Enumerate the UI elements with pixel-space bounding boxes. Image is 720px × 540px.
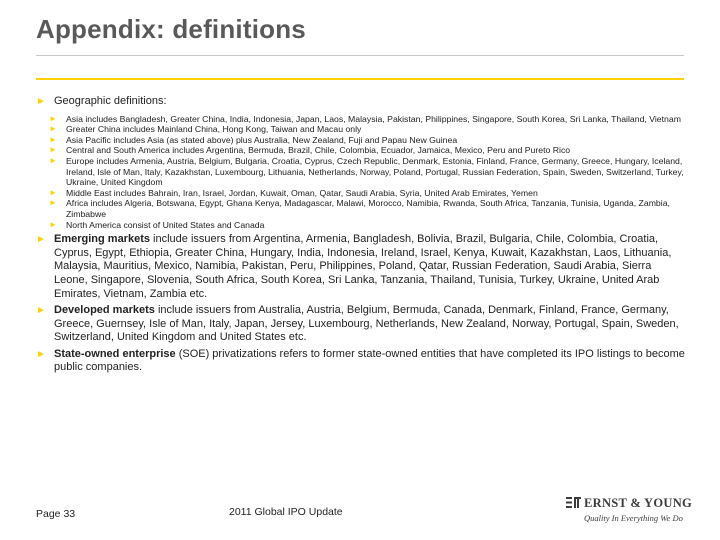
geo-item-asia: Asia includes Bangladesh, Greater China, India, Indonesia, Japan, Laos, Malaysia, Pakistan, Philippines, Singapore, South Korea, Sri Lanka, Thailand, Vietnam — [66, 113, 681, 124]
soe-text: (SOE) privatizations refers to former state-owned entities that have completed its IPO listings to become public companies. — [54, 347, 685, 374]
geo-item-asia-pacific: Asia Pacific includes Asia (as stated above) plus Australia, New Zealand, Fuji and Papau New Guinea — [66, 134, 458, 145]
logo-tagline: Quality In Everything We Do — [584, 513, 683, 523]
accent-divider — [36, 78, 684, 80]
geo-definitions-heading: Geographic definitions: — [54, 95, 167, 107]
bullet-arrow-icon: ► — [36, 305, 46, 317]
emerging-markets-bullet — [36, 233, 686, 301]
bullet-arrow-icon: ► — [49, 134, 57, 144]
bullet-arrow-icon: ► — [49, 198, 57, 208]
geo-item-middle-east: Middle East includes Bahrain, Iran, Israel, Jordan, Kuwait, Oman, Qatar, Saudi Arabia, Syria, United Arab Emirates, Yemen — [66, 187, 538, 198]
bullet-arrow-icon: ► — [49, 113, 57, 123]
report-title: 2011 Global IPO Update — [229, 506, 343, 518]
geo-definitions-list — [36, 114, 686, 231]
bullet-arrow-icon: ► — [49, 124, 57, 134]
definitions-content — [36, 95, 686, 375]
ernst-young-logo — [566, 496, 693, 530]
title-divider — [36, 55, 684, 56]
geo-item-central-south-america: Central and South America includes Argentina, Bermuda, Brazil, Chile, Colombia, Ecuador, Jamaica, Mexico, Peru and Pureto Rico — [66, 145, 571, 156]
soe-bullet — [36, 348, 686, 375]
developed-markets-text: include issuers from Australia, Austria, Belgium, Bermuda, Canada, Denmark, Finland, France, Germany, Greece, Guernsey, Isle of Man, Italy, Japan, Jersey, Luxembourg, Netherlands, New Zealand, Norway, Portugal, Spain, Sweden, Switzerland, United Kingdom and United States etc. — [54, 304, 679, 344]
list-item — [36, 198, 686, 219]
geo-item-greater-china: Greater China includes Mainland China, Hong Kong, Taiwan and Macau only — [66, 124, 362, 135]
developed-markets-term: Developed markets — [54, 304, 155, 317]
developed-markets-bullet — [36, 304, 686, 345]
soe-term: State-owned enterprise — [54, 347, 176, 360]
list-item — [36, 124, 686, 135]
page-title: Appendix: definitions — [36, 14, 306, 44]
emerging-markets-term: Emerging markets — [54, 233, 150, 246]
emerging-markets-text: include issuers from Argentina, Armenia, Bangladesh, Bolivia, Brazil, Bulgaria, Chile, Colombia, Croatia, Cyprus, Egypt, Ethiopia, Greater China, Hungary, India, Indonesia, Ireland, Israel, Kenya, Kuwait, Kazakhstan, Laos, Lithuania, Malaysia, Mauritius, Mexico, Namibia, Pakistan, Peru, Philippines, Poland, Qatar, Russian Federation, Saudi Arabia, Sierra Leone, Singapore, Slovenia, South Africa, South Korea, Sri Lanka, Tanzania, Thailand, Tunisia, Turkey, Ukraine, United Arab Emirates, Vietnam, Zambia etc. — [54, 233, 672, 300]
bullet-arrow-icon: ► — [36, 348, 46, 360]
list-item — [36, 220, 686, 231]
geo-item-europe: Europe includes Armenia, Austria, Belgium, Bulgaria, Croatia, Cyprus, Czech Republic, Denmark, Estonia, Finland, France, Germany, Greece, Hungary, Iceland, Ireland, Isle of Man, Italy, Kazakhstan, Luxembourg, Lithuania, Netherlands, Norway, Poland, Portugal, Russian Federation, Spain, Sweden, Switzerland, Turkey, Ukraine, United Kingdom — [66, 155, 684, 188]
geo-definitions-bullet — [36, 95, 686, 109]
geo-item-africa: Africa includes Algeria, Botswana, Egypt, Ghana Kenya, Madagascar, Malawi, Morocco, Namibia, Rwanda, South Africa, Tanzania, Tunisia, Uganda, Zambia, Zimbabwe — [66, 198, 670, 219]
list-item — [36, 114, 686, 125]
bullet-arrow-icon: ► — [49, 219, 57, 229]
bullet-arrow-icon: ► — [49, 155, 57, 165]
bullet-arrow-icon: ► — [49, 187, 57, 197]
bullet-arrow-icon: ► — [36, 234, 46, 246]
logo-name: ERNST & YOUNG — [584, 496, 693, 510]
page-number: Page 33 — [36, 508, 76, 520]
logo-mark-icon — [566, 497, 581, 508]
list-item — [36, 188, 686, 199]
list-item — [36, 156, 686, 188]
list-item — [36, 135, 686, 146]
list-item — [36, 145, 686, 156]
bullet-arrow-icon: ► — [49, 145, 57, 155]
bullet-arrow-icon: ► — [36, 96, 46, 107]
geo-item-north-america: North America consist of United States and Canada — [66, 219, 265, 230]
